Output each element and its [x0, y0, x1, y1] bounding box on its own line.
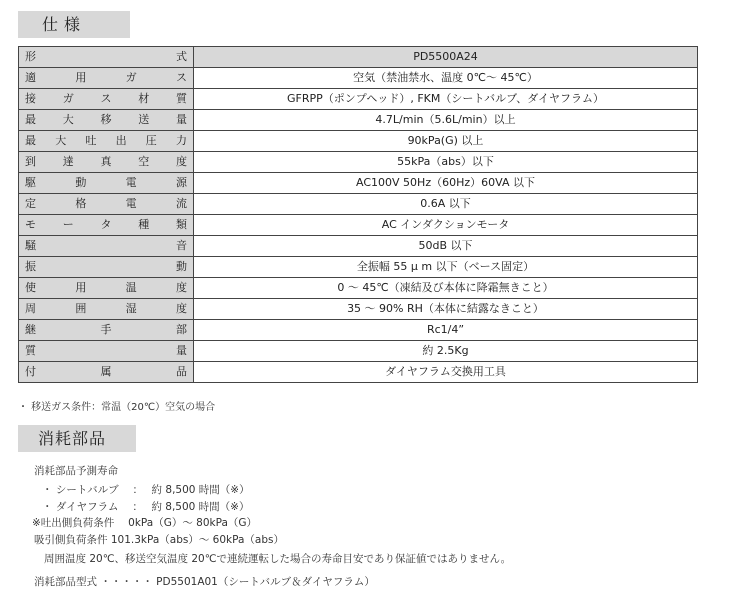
spec-note: ・ 移送ガス条件：常温（20℃）空気の場合 — [18, 402, 216, 413]
spec-label-cell — [19, 131, 194, 152]
spec-row — [19, 131, 698, 152]
spec-label-char: 達 — [62, 155, 74, 168]
spec-label-char: 質 — [176, 92, 187, 105]
spec-value: 空気（禁油禁水、温度 0℃～ 45℃） — [194, 68, 698, 89]
spec-label-char: 空 — [138, 155, 150, 168]
spec-label-char: 形 — [25, 50, 36, 63]
spec-label-char: 質 — [25, 344, 36, 357]
spec-label — [25, 215, 187, 235]
spec-label-char: 度 — [175, 302, 187, 315]
spec-label-char: 部 — [176, 323, 187, 336]
spec-row — [19, 47, 698, 68]
spec-label — [25, 257, 187, 277]
spec-row — [19, 194, 698, 215]
spec-label-char: 材 — [138, 92, 150, 105]
spec-label-char: ガ — [62, 92, 74, 105]
parts-item-diaphragm: ・ ダイヤフラム ： 約 8,500 時間（※） — [42, 501, 250, 513]
spec-label-char: ス — [175, 71, 187, 84]
spec-label-char: 最 — [25, 134, 36, 147]
spec-label — [25, 194, 187, 214]
spec-row — [19, 110, 698, 131]
spec-label-char: 振 — [25, 260, 36, 273]
parts-cond-note: 周囲温度 20℃、移送空気温度 20℃で連続運転した場合の寿命目安であり保証値ではありません。 — [44, 553, 512, 565]
parts-cond-suction: 吸引側負荷条件 101.3kPa（abs）～ 60kPa（abs） — [34, 534, 284, 546]
spec-label-char: 騒 — [25, 239, 36, 252]
spec-label — [25, 299, 187, 319]
spec-label — [25, 278, 187, 298]
spec-row — [19, 362, 698, 383]
spec-value: 55kPa（abs）以下 — [194, 152, 698, 173]
parts-cond-discharge: ※吐出側負荷条件 0kPa（G）～ 80kPa（G） — [32, 517, 258, 529]
spec-label-char: タ — [100, 218, 112, 231]
spec-value: 0 ～ 45℃（凍結及び本体に降霜無きこと） — [194, 278, 698, 299]
spec-label-cell — [19, 236, 194, 257]
spec-label-char: ガ — [125, 71, 137, 84]
parts-heading: 消耗部品 — [18, 425, 136, 452]
spec-label — [25, 110, 187, 130]
spec-label — [25, 320, 187, 340]
spec-label-cell — [19, 194, 194, 215]
spec-label-char: 駆 — [25, 176, 36, 189]
spec-label-char: 圧 — [145, 134, 157, 147]
spec-value: AC100V 50Hz（60Hz）60VA 以下 — [194, 173, 698, 194]
spec-label-char: 動 — [176, 260, 187, 273]
spec-row — [19, 152, 698, 173]
spec-label-char: 式 — [176, 50, 187, 63]
spec-label-char: 手 — [100, 323, 112, 336]
spec-label-char: 継 — [25, 323, 36, 336]
spec-label — [25, 236, 187, 256]
spec-value: GFRPP（ポンプヘッド）, FKM（シートバルブ、ダイヤフラム） — [194, 89, 698, 110]
spec-label-char: モ — [25, 218, 36, 231]
spec-label-char: 流 — [175, 197, 187, 210]
spec-row — [19, 278, 698, 299]
spec-label-char: 周 — [25, 302, 36, 315]
spec-row — [19, 236, 698, 257]
spec-table — [18, 46, 698, 383]
spec-value: AC インダクションモータ — [194, 215, 698, 236]
spec-label-cell — [19, 215, 194, 236]
spec-row — [19, 215, 698, 236]
spec-label — [25, 173, 187, 193]
spec-value: 約 2.5Kg — [194, 341, 698, 362]
spec-label-char: 電 — [125, 176, 137, 189]
spec-label-char: 定 — [25, 197, 36, 210]
spec-value: 4.7L/min（5.6L/min）以上 — [194, 110, 698, 131]
spec-label-char: 用 — [75, 71, 87, 84]
spec-row — [19, 257, 698, 278]
spec-label-char: 源 — [175, 176, 187, 189]
spec-value: 35 ～ 90% RH（本体に結露なきこと） — [194, 299, 698, 320]
spec-label-char: 力 — [175, 134, 187, 147]
spec-label-char: 用 — [75, 281, 87, 294]
spec-label-char: 大 — [55, 134, 67, 147]
parts-item-seat-valve: ・ シートバルブ ： 約 8,500 時間（※） — [42, 484, 250, 496]
spec-label-char: 真 — [100, 155, 112, 168]
spec-heading: 仕様 — [18, 11, 130, 38]
spec-label — [25, 47, 187, 67]
spec-label-char: 度 — [176, 155, 187, 168]
spec-label-cell — [19, 89, 194, 110]
spec-label-char: 格 — [75, 197, 87, 210]
spec-row — [19, 320, 698, 341]
spec-label-char: 動 — [75, 176, 87, 189]
spec-label-char: 品 — [176, 365, 187, 378]
spec-label-char: 最 — [25, 113, 36, 126]
spec-label-cell — [19, 173, 194, 194]
spec-label-char: ー — [62, 218, 74, 231]
spec-label-cell — [19, 320, 194, 341]
spec-label-cell — [19, 299, 194, 320]
spec-label-char: 量 — [176, 113, 187, 126]
spec-value: 0.6A 以下 — [194, 194, 698, 215]
spec-label-char: 送 — [138, 113, 150, 126]
spec-label-char: 適 — [25, 71, 36, 84]
spec-value: ダイヤフラム交換用工具 — [194, 362, 698, 383]
spec-label-char: 付 — [25, 365, 36, 378]
spec-label-char: 出 — [115, 134, 127, 147]
spec-label-char: 大 — [62, 113, 74, 126]
spec-label-cell — [19, 47, 194, 68]
spec-row — [19, 341, 698, 362]
spec-label-char: 移 — [100, 113, 112, 126]
spec-value: 全振幅 55 μ m 以下（ベース固定） — [194, 257, 698, 278]
spec-label — [25, 362, 187, 382]
spec-label-char: 音 — [176, 239, 187, 252]
spec-label-cell — [19, 152, 194, 173]
spec-label-char: 度 — [175, 281, 187, 294]
spec-label-cell — [19, 110, 194, 131]
spec-row — [19, 173, 698, 194]
parts-life-title: 消耗部品予測寿命 — [34, 465, 118, 477]
spec-label-char: 量 — [176, 344, 187, 357]
spec-label-cell — [19, 68, 194, 89]
spec-label-char: 電 — [125, 197, 137, 210]
spec-value: Rc1/4” — [194, 320, 698, 341]
spec-value: PD5500A24 — [194, 47, 698, 68]
spec-label — [25, 68, 187, 88]
spec-label-char: 吐 — [85, 134, 97, 147]
spec-value: 90kPa(G) 以上 — [194, 131, 698, 152]
spec-label-char: 温 — [125, 281, 137, 294]
spec-label — [25, 341, 187, 361]
spec-row — [19, 299, 698, 320]
spec-label-char: 囲 — [75, 302, 87, 315]
spec-label-char: 湿 — [125, 302, 137, 315]
spec-label-char: 使 — [25, 281, 36, 294]
spec-row — [19, 89, 698, 110]
spec-label-char: 接 — [25, 92, 36, 105]
spec-label — [25, 152, 187, 172]
spec-label-char: 種 — [138, 218, 150, 231]
spec-label-char: 類 — [176, 218, 187, 231]
parts-model: 消耗部品型式 ・・・・・ PD5501A01（シートバルブ＆ダイヤフラム） — [34, 576, 375, 588]
spec-label-cell — [19, 257, 194, 278]
spec-label — [25, 89, 187, 109]
spec-row — [19, 68, 698, 89]
spec-value: 50dB 以下 — [194, 236, 698, 257]
spec-label-char: ス — [100, 92, 112, 105]
spec-label — [25, 131, 187, 151]
spec-label-cell — [19, 278, 194, 299]
spec-label-char: 到 — [25, 155, 36, 168]
spec-label-cell — [19, 341, 194, 362]
spec-label-char: 属 — [100, 365, 112, 378]
spec-label-cell — [19, 362, 194, 383]
